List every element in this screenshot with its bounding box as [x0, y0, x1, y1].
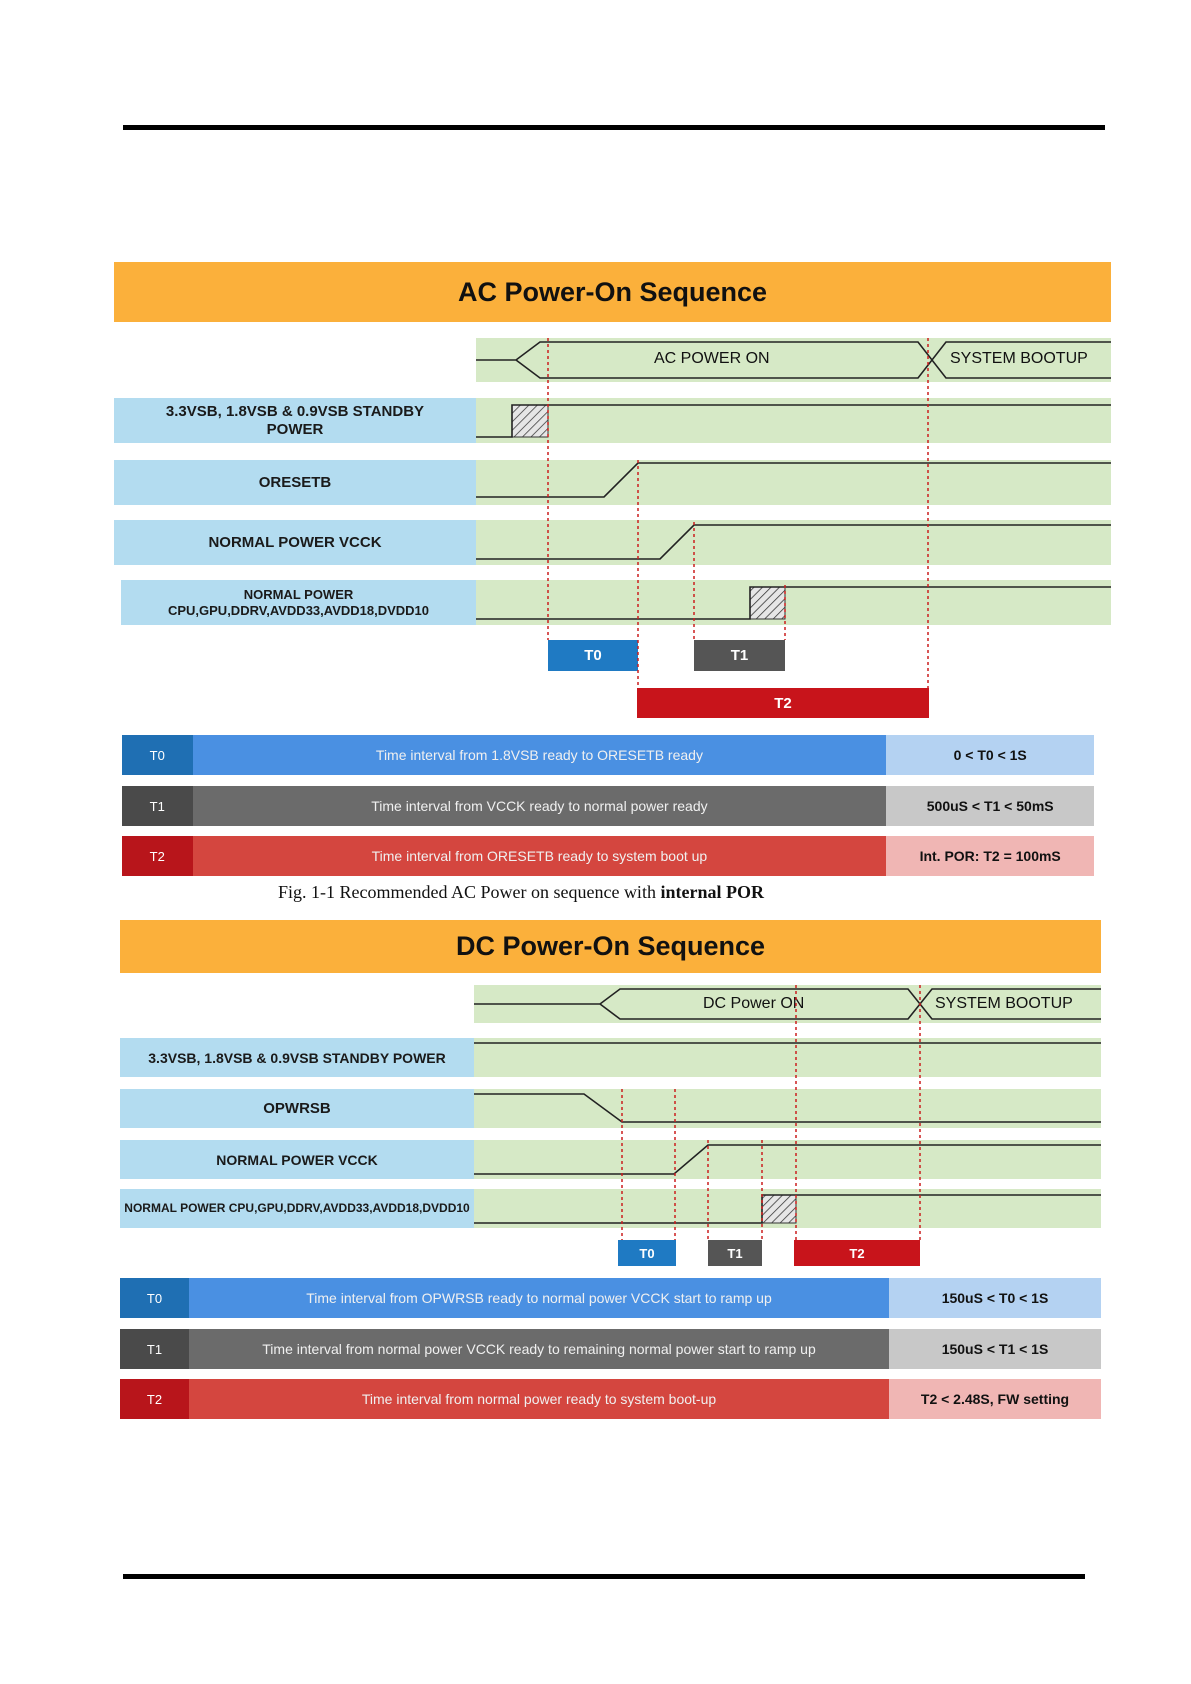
ac-legend-desc-t0: Time interval from 1.8VSB ready to ORESETB ready: [375, 746, 703, 763]
dc-legend-key-t2: T2: [120, 1379, 189, 1419]
ac-legend-key-t1: T1: [122, 786, 193, 826]
dc-phase-on-label: DC Power ON: [703, 995, 805, 1012]
dc-legend-desc-t0: Time interval from OPWRSB ready to normal power VCCK start to ramp up: [306, 1289, 772, 1306]
dc-legend-desc-t2: Time interval from normal power ready to system boot-up: [361, 1390, 717, 1407]
dc-legend-value-t1: 150uS < T1 < 1S: [889, 1329, 1101, 1369]
ac-oresetb-wave: [476, 463, 1111, 497]
dc-vcck-wave: [474, 1145, 1101, 1174]
ac-legend-desc-t1: Time interval from VCCK ready to normal power ready: [371, 797, 708, 814]
ac-normal-wave: [476, 587, 1111, 619]
dc-legend-desc-t1: Time interval from normal power VCCK ready to remaining normal power start to ramp up: [262, 1340, 816, 1357]
ac-caption-prefix: Fig. 1-1 Recommended AC Power on sequence with: [278, 882, 661, 902]
dc-title: DC Power-On Sequence: [120, 920, 1101, 973]
dc-signal-label-standby: 3.3VSB, 1.8VSB & 0.9VSB STANDBY POWER: [120, 1038, 474, 1077]
ac-standby-ramp-hatch: [512, 405, 548, 437]
dc-legend-value-t2: T2 < 2.48S, FW setting: [889, 1379, 1101, 1419]
dc-legend-key-t1: T1: [120, 1329, 189, 1369]
dc-signal-label-vcck: NORMAL POWER VCCK: [120, 1140, 474, 1179]
ac-phase-on-label: AC POWER ON: [654, 350, 770, 367]
ac-legend-key-t0: T0: [122, 735, 193, 775]
ac-phase-bus: [476, 342, 1111, 378]
ac-standby-wave: [476, 405, 1111, 437]
ac-t0-marker: T0: [548, 640, 638, 671]
ac-signal-label-vcck: NORMAL POWER VCCK: [114, 520, 476, 565]
dc-opwrsb-wave: [474, 1094, 1101, 1122]
ac-signal-label-normal-power: NORMAL POWER CPU,GPU,DDRV,AVDD33,AVDD18,DVDD10: [121, 580, 476, 625]
ac-signal-label-oresetb: ORESETB: [114, 460, 476, 505]
dc-legend-key-t0: T0: [120, 1278, 189, 1318]
dc-t2-marker: T2: [794, 1240, 920, 1266]
ac-title: AC Power-On Sequence: [114, 262, 1111, 322]
ac-legend-value-t1: 500uS < T1 < 50mS: [886, 786, 1094, 826]
ac-legend-desc-t2: Time interval from ORESETB ready to system boot up: [371, 847, 708, 864]
dc-phase-bus: [474, 989, 1101, 1019]
ac-normal-ramp-hatch: [750, 587, 785, 619]
ac-t1-marker: T1: [694, 640, 785, 671]
dc-signal-label-opwrsb: OPWRSB: [120, 1089, 474, 1128]
ac-legend-key-t2: T2: [122, 836, 193, 876]
dc-phase-boot-label: SYSTEM BOOTUP: [935, 995, 1073, 1012]
ac-vcck-wave: [476, 525, 1111, 559]
ac-legend-value-t0: 0 < T0 < 1S: [886, 735, 1094, 775]
dc-t1-marker: T1: [708, 1240, 762, 1266]
ac-t2-marker: T2: [637, 688, 929, 718]
dc-normal-ramp-hatch: [762, 1195, 796, 1223]
ac-phase-boot-label: SYSTEM BOOTUP: [950, 350, 1088, 367]
dc-signal-label-normal-power: NORMAL POWER CPU,GPU,DDRV,AVDD33,AVDD18,DVDD10: [120, 1189, 474, 1228]
dc-legend-value-t0: 150uS < T0 < 1S: [889, 1278, 1101, 1318]
dc-t0-marker: T0: [618, 1240, 676, 1266]
ac-legend-value-t2: Int. POR: T2 = 100mS: [886, 836, 1094, 876]
ac-signal-label-standby: 3.3VSB, 1.8VSB & 0.9VSB STANDBY POWER: [114, 398, 476, 443]
ac-caption-bold: internal POR: [660, 882, 764, 902]
